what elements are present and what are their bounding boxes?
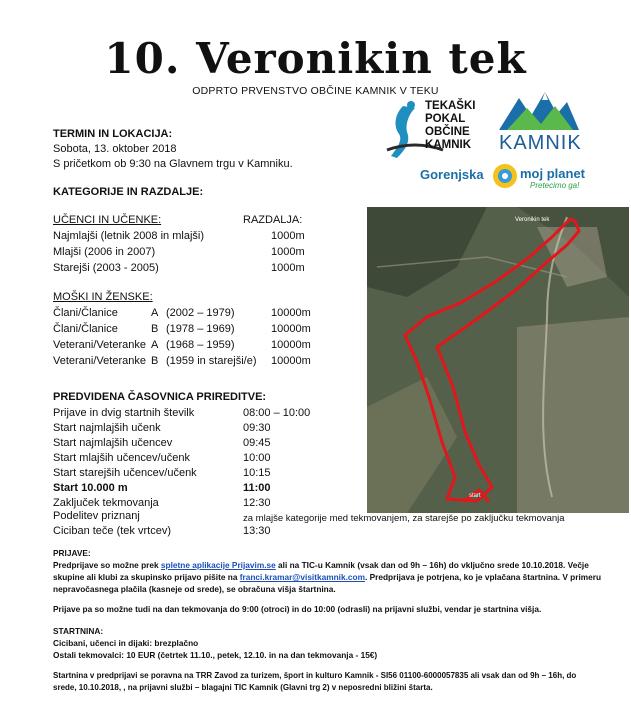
ucenci-row-name: Starejši (2003 - 2005) [53, 262, 159, 274]
schedule-time: 09:30 [243, 422, 271, 434]
moski-row-dist: 10000m [271, 355, 311, 367]
moski-row-class: B [151, 323, 159, 335]
termin-heading: TERMIN IN LOKACIJA: [53, 128, 173, 140]
ucenci-row-name: Najmlajši (letnik 2008 in mlajši) [53, 230, 204, 242]
moski-row-name: Veterani/Veteranke [53, 339, 146, 351]
page-title: 10. Veronikin tek [104, 34, 527, 83]
schedule-label: Podelitev priznanj [53, 510, 140, 522]
moski-row-years: (1978 – 1969) [166, 323, 235, 335]
prijave-text: Predprijave so možne prek [53, 560, 161, 570]
schedule-label: Start 10.000 m [53, 482, 128, 494]
ucenci-row-dist: 1000m [271, 262, 305, 274]
mountain-icon [497, 90, 581, 132]
prijave-line-2 [53, 571, 601, 583]
moj-planet-wordmark: moj planet [520, 166, 586, 181]
schedule-label: Start mlajših učencev/učenk [53, 452, 190, 464]
email-link[interactable]: franci.kramar@visitkamnik.com [239, 572, 365, 582]
prijavim-link[interactable]: spletne aplikacije Prijavim.se [160, 560, 276, 570]
moski-row-dist: 10000m [271, 307, 311, 319]
tekaski-pokal-logo [385, 100, 497, 162]
ucenci-heading: UČENCI IN UČENKE: [53, 214, 162, 226]
startnina-line-4: srede, 10.10.2018, , na prijavni službi – blagajni TIC Kamnik (Glavni trg 2) v neposredni bližini štarta. [53, 683, 433, 692]
moski-row-dist: 10000m [271, 323, 311, 335]
casovnica-heading: PREDVIDENA ČASOVNICA PRIREDITVE: [53, 391, 267, 403]
startnina-line-3: Startnina v predprijavi se poravna na TRR Zavod za turizem, šport in kulturo Kamnik - SI56 01100-6000057835 ali vsak dan od 9h – 16h, do [53, 671, 577, 680]
moski-row-class: A [151, 339, 159, 351]
aerial-route-image [367, 207, 629, 513]
razdalja-heading: RAZDALJA: [243, 214, 303, 226]
moski-row-years: (2002 – 1979) [166, 307, 235, 319]
schedule-time: 10:00 [243, 452, 271, 464]
schedule-label: Start najmlajših učenk [53, 422, 161, 434]
moski-row-class: A [151, 307, 159, 319]
moski-heading: MOŠKI IN ŽENSKE: [53, 291, 153, 303]
schedule-time: 09:45 [243, 437, 271, 449]
moski-row-name: Člani/Članice [53, 323, 118, 335]
tekaski-line-4: KAMNIK [425, 139, 471, 151]
route-map [367, 207, 629, 513]
termin-start: S pričetkom ob 9:30 na Glavnem trgu v Kamniku. [53, 158, 293, 170]
kategorije-heading: KATEGORIJE IN RAZDALJE: [53, 186, 204, 198]
schedule-label: Prijave in dvig startnih številk [53, 407, 195, 419]
schedule-time: 12:30 [243, 497, 271, 509]
prijave-text: skupine ali klubi za skupinsko prijavo pišite na [53, 572, 240, 582]
moski-row-name: Veterani/Veteranke [53, 355, 146, 367]
kamnik-logo [497, 90, 581, 154]
moski-row-dist: 10000m [271, 339, 311, 351]
ucenci-row-name: Mlajši (2006 in 2007) [53, 246, 156, 258]
schedule-time: 08:00 – 10:00 [243, 407, 311, 419]
schedule-time: 13:30 [243, 525, 271, 537]
ucenci-row-dist: 1000m [271, 230, 305, 242]
termin-date: Sobota, 13. oktober 2018 [53, 143, 177, 155]
moski-row-years: (1968 – 1959) [166, 339, 235, 351]
schedule-label: Zaključek tekmovanja [53, 497, 159, 509]
schedule-label: Start najmlajših učencev [53, 437, 173, 449]
gorenjska-wordmark: Gorenjska [420, 167, 484, 182]
prijave-heading: PRIJAVE: [53, 548, 91, 558]
tagline: Pretecimo ga! [530, 181, 580, 190]
prijave-line-3: nepravočasnega plačila (kasneje od srede), se obračuna višja štartnina. [53, 584, 336, 594]
startnina-line-1: Cicibani, učenci in dijaki: brezplačno [53, 638, 199, 648]
startnina-line-2: Ostali tekmovalci: 10 EUR (četrtek 11.10., petek, 12.10. in na dan tekmovanja - 15€) [53, 650, 378, 660]
schedule-label: Start starejših učencev/učenk [53, 467, 197, 479]
tekaski-line-1: TEKAŠKI [425, 100, 476, 112]
ucenci-row-dist: 1000m [271, 246, 305, 258]
planet-icon [492, 163, 518, 189]
prijave-line-1 [53, 559, 589, 571]
startnina-heading: STARTNINA: [53, 626, 104, 636]
map-label-top: Veronikin tek [515, 217, 550, 223]
map-label-start: start [469, 493, 481, 499]
prijave-text: ali na TIC-u Kamnik (vsak dan od 9h – 16h) do vključno srede 10.10.2018. Večje [275, 560, 589, 570]
moski-row-name: Člani/Članice [53, 307, 118, 319]
schedule-time: 11:00 [243, 482, 271, 494]
moski-row-years: (1959 in starejši/e) [166, 355, 257, 367]
tekaski-line-3: OBČINE [425, 126, 470, 138]
schedule-label: Ciciban teče (tek vrtcev) [53, 525, 171, 537]
moski-row-class: B [151, 355, 159, 367]
schedule-time: 10:15 [243, 467, 271, 479]
prijave-line-4: Prijave pa so možne tudi na dan tekmovanja do 9:00 (otroci) in do 10:00 (odrasli) na prijavni službi, vendar je startnina višja. [53, 604, 542, 614]
tekaski-line-2: POKAL [425, 113, 466, 125]
kamnik-wordmark: KAMNIK [499, 132, 582, 154]
schedule-time: za mlajše kategorije med tekmovanjem, za starejše po zaključku tekmovanja [243, 513, 565, 524]
prijave-text: . Predprijava je potrjena, ko je vplačana štartnina. V primeru [364, 572, 602, 582]
gorenjska-logo [420, 163, 590, 191]
page-subtitle: ODPRTO PRVENSTVO OBČINE KAMNIK V TEKU [192, 85, 439, 97]
